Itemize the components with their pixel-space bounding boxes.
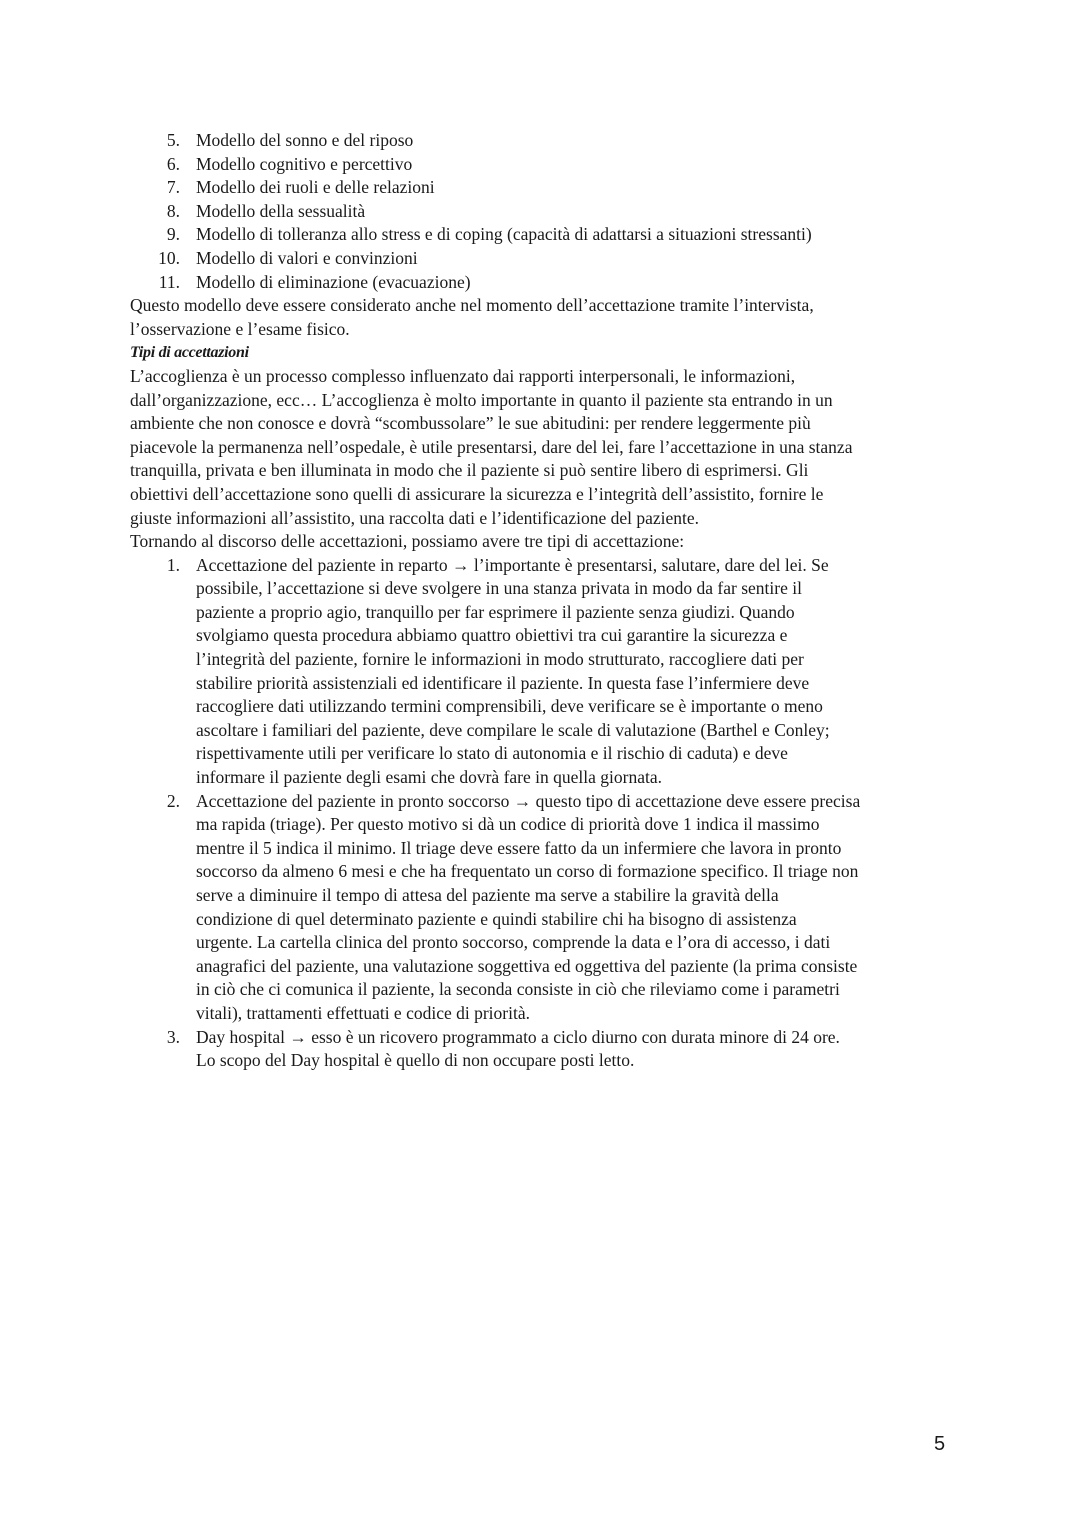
intro-paragraph xyxy=(130,294,960,341)
list-number: 8. xyxy=(166,200,180,221)
list-text: vitali), trattamenti effettuati e codice di priorità. xyxy=(196,1002,530,1023)
list-item xyxy=(130,247,960,271)
list-item xyxy=(130,1026,960,1073)
text-line xyxy=(130,624,960,648)
text-line xyxy=(130,601,960,625)
text-line xyxy=(130,672,960,696)
list-text: svolgiamo questa procedura abbiamo quattro obiettivi tra cui garantire la sicurezza e xyxy=(196,625,788,646)
text-line xyxy=(130,719,960,743)
list-text: anagrafici del paziente, una valutazione soggettiva ed oggettiva del paziente (la prima consiste xyxy=(196,955,858,976)
list-text: serve a diminuire il tempo di attesa del paziente ma serve a stabilire la gravità della xyxy=(196,885,779,905)
list-item xyxy=(130,554,960,790)
text-line xyxy=(130,1049,960,1073)
list-text: informare il paziente degli esami che dovrà fare in quella giornata. xyxy=(196,767,662,788)
text-line: l’osservazione e l’esame fisico. xyxy=(130,318,350,339)
list-text: Modello di tolleranza allo stress e di coping (capacità di adattarsi a situazioni stressanti) xyxy=(196,224,812,245)
list-text: l’integrità del paziente, fornire le informazioni in modo strutturato, raccogliere dati per xyxy=(196,649,804,670)
list-item xyxy=(130,153,960,177)
list-text: rispettivamente utili per verificare lo stato di autonomia e il rischio di caduta) e deve xyxy=(196,743,788,764)
list-text: Modello cognitivo e percettivo xyxy=(196,153,413,174)
text-line xyxy=(130,837,960,861)
list-text: ascoltare i familiari del paziente, deve compilare le scale di valutazione (Barthel e Conley; xyxy=(196,719,830,740)
text-line xyxy=(130,648,960,672)
list-number: 11. xyxy=(158,271,180,292)
accoglienza-paragraph xyxy=(130,365,960,530)
text-line xyxy=(130,978,960,1002)
list-number: 7. xyxy=(166,177,180,198)
text-line xyxy=(130,695,960,719)
page-number: 5 xyxy=(934,1433,946,1455)
list-number: 5. xyxy=(166,130,180,150)
list-text: Modello della sessualità xyxy=(196,200,366,221)
text-line xyxy=(130,1026,960,1050)
list-number: 9. xyxy=(166,224,180,245)
text-line xyxy=(130,1002,960,1026)
text-line xyxy=(130,742,960,766)
list-number: 1. xyxy=(166,554,180,575)
text-line xyxy=(130,766,960,790)
list-text: raccogliere dati utilizzando termini comprensibili, deve verificare se è importante o meno xyxy=(196,696,823,717)
document-body xyxy=(130,129,960,1073)
list-item xyxy=(130,223,960,247)
list-text: Accettazione del paziente in reparto → l’importante è presentarsi, salutare, dare del lei. Se xyxy=(196,554,829,575)
list-item xyxy=(130,129,960,153)
list-text: in ciò che ci comunica il paziente, la seconda consiste in ciò che rileviamo come i parametri xyxy=(196,979,840,1000)
text-line xyxy=(130,860,960,884)
list-text: Modello di valori e convinzioni xyxy=(196,247,418,268)
model-list xyxy=(130,129,960,294)
text-line xyxy=(130,884,960,908)
text-line: piacevole la permanenza nell’ospedale, è utile presentarsi, dare del lei, fare l’accettazione in una stanza xyxy=(130,436,853,457)
text-line: L’accoglienza è un processo complesso influenzato dai rapporti interpersonali, le informazioni, xyxy=(130,365,796,386)
list-number: 2. xyxy=(166,790,180,811)
types-list xyxy=(130,554,960,1073)
list-item xyxy=(130,271,960,295)
text-line xyxy=(130,554,960,578)
list-text: Accettazione del paziente in pronto soccorso → questo tipo di accettazione deve essere precisa xyxy=(196,790,861,811)
text-line xyxy=(130,908,960,932)
text-line xyxy=(130,790,960,814)
text-line xyxy=(130,955,960,979)
list-item xyxy=(130,176,960,200)
list-text: urgente. La cartella clinica del pronto soccorso, comprende la data e l’ora di accesso, i dati xyxy=(196,932,831,953)
text-line: ambiente che non conosce e dovrà “scombussolare” le sue abitudini: per rendere leggermente più xyxy=(130,413,811,434)
text-line xyxy=(130,813,960,837)
list-text: Lo scopo del Day hospital è quello di non occupare posti letto. xyxy=(196,1050,635,1071)
types-intro: Tornando al discorso delle accettazioni, possiamo avere tre tipi di accettazione: xyxy=(130,531,685,552)
list-text: mentre il 5 indica il minimo. Il triage deve essere fatto da un infermiere che lavora in pronto xyxy=(196,837,842,858)
text-line xyxy=(130,577,960,601)
text-line: Questo modello deve essere considerato anche nel momento dell’accettazione tramite l’intervista, xyxy=(130,295,814,316)
list-text: ma rapida (triage). Per questo motivo si dà un codice di priorità dove 1 indica il massimo xyxy=(196,814,820,835)
list-text: condizione di quel determinato paziente e quindi stabilire chi ha bisogno di assistenza xyxy=(196,908,797,929)
list-text: stabilire priorità assistenziali ed identificare il paziente. In questa fase l’infermiere deve xyxy=(196,672,810,693)
list-text: Day hospital → esso è un ricovero programmato a ciclo diurno con durata minore di 24 ore. xyxy=(196,1026,840,1047)
text-line: tranquilla, privata e ben illuminata in modo che il paziente si può sentire libero di esprimersi. Gli xyxy=(130,460,809,481)
list-text: soccorso da almeno 6 mesi e che ha frequentato un corso di formazione specifico. Il triage non xyxy=(196,861,859,882)
list-text: Modello del sonno e del riposo xyxy=(196,130,414,150)
list-item xyxy=(130,200,960,224)
text-line xyxy=(130,931,960,955)
text-line: dall’organizzazione, ecc… L’accoglienza è molto importante in quanto il paziente sta entrando in un xyxy=(130,389,833,410)
text-line: obiettivi dell’accettazione sono quelli di assicurare la sicurezza e l’integrità dell’assistito, fornire le xyxy=(130,483,824,504)
section-heading: Tipi di accettazioni xyxy=(130,344,249,362)
list-text: paziente a proprio agio, tranquillo per far esprimere il paziente senza giudizi. Quando xyxy=(196,601,795,622)
list-text: possibile, l’accettazione si deve svolgere in una stanza privata in modo da far sentire il xyxy=(196,578,802,599)
list-number: 6. xyxy=(166,153,180,174)
list-number: 3. xyxy=(166,1026,180,1047)
list-number: 10. xyxy=(158,247,180,268)
list-text: Modello di eliminazione (evacuazione) xyxy=(196,271,471,292)
list-text: Modello dei ruoli e delle relazioni xyxy=(196,177,435,198)
text-line: giuste informazioni all’assistito, una raccolta dati e l’identificazione del paziente. xyxy=(130,507,700,528)
list-item xyxy=(130,790,960,1026)
